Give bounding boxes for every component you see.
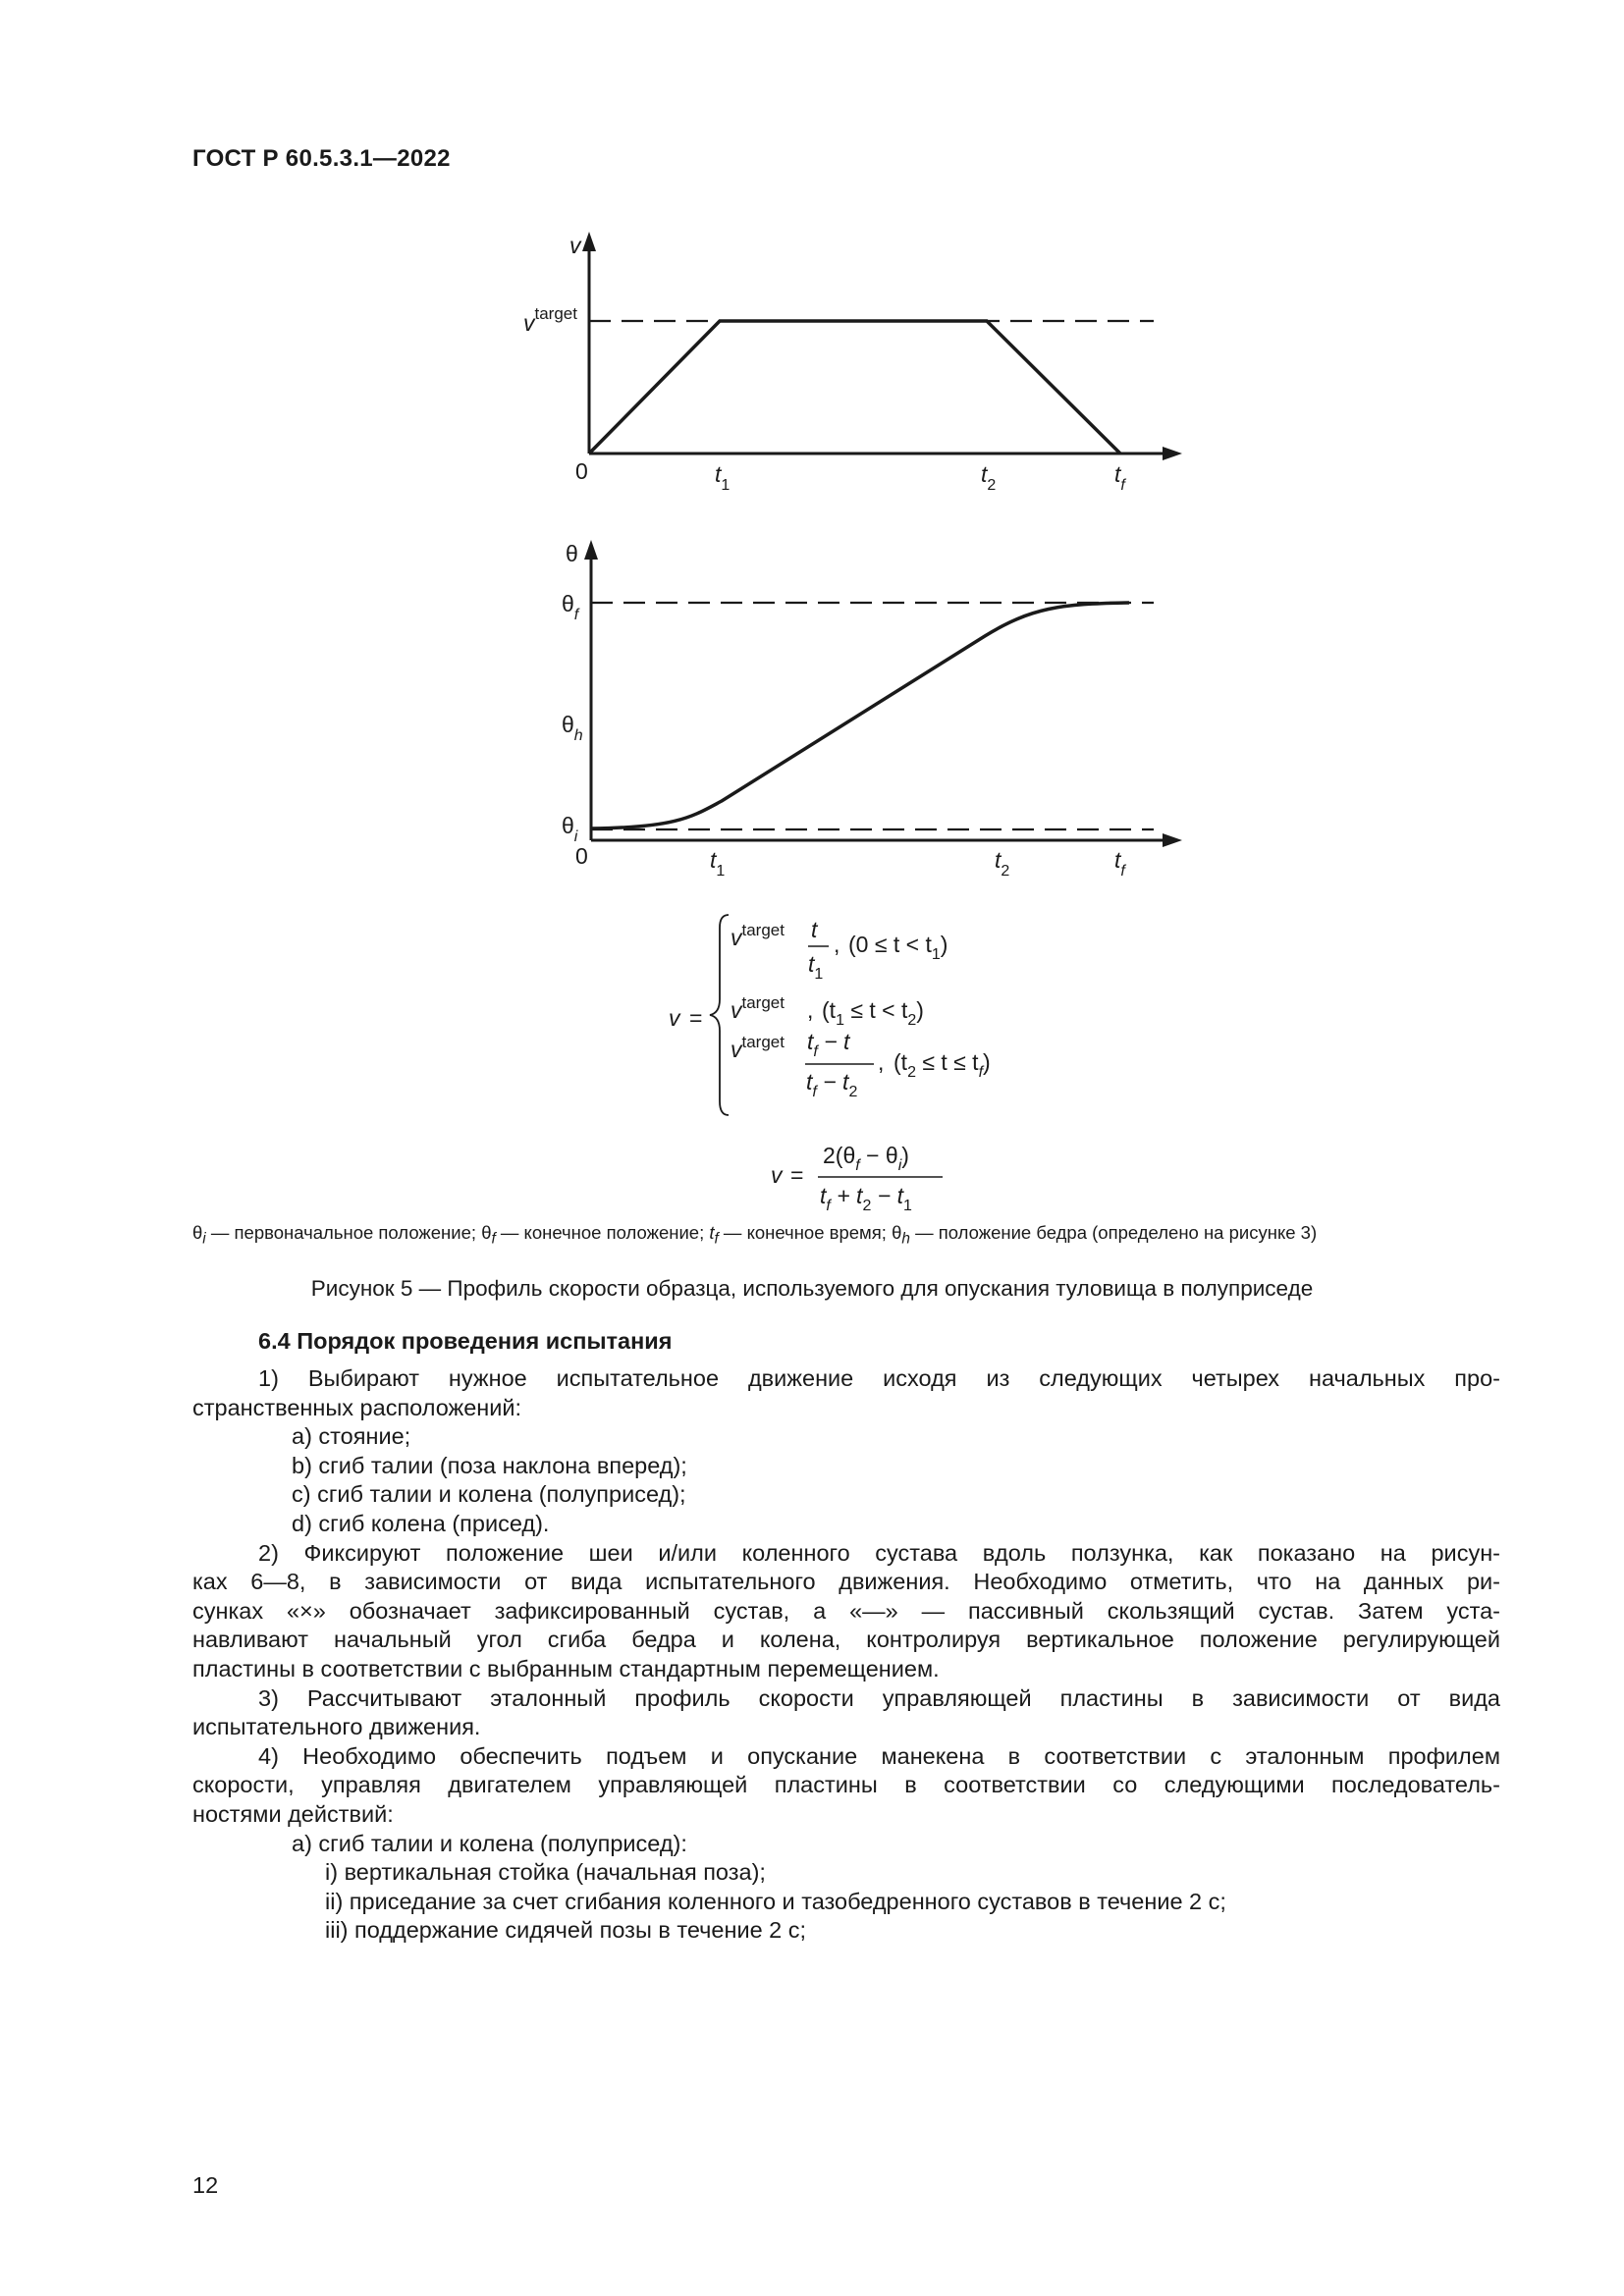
case1-v: $v^{target}$ [731, 921, 785, 950]
v-origin-label: 0 [575, 458, 588, 484]
text-line: пластины в соответствии с выбранным стандартным перемещением. [192, 1655, 940, 1682]
v-target-label: $v^{target}$ [523, 304, 577, 336]
v-tick-t2: $t_2$ [981, 461, 997, 494]
section-body [192, 1364, 1500, 1946]
text-line: ностями действий: [192, 1800, 394, 1827]
paragraph-3 [192, 1684, 1500, 1742]
paragraph-2 [192, 1539, 1500, 1684]
piecewise-velocity-formula [669, 915, 991, 1115]
case2-v: $v^{target}$ [731, 993, 785, 1023]
formula2-den: $t_f + t_2 - t_1$ [820, 1183, 912, 1214]
formula-equals: = [689, 1005, 703, 1031]
text-line: 3) Рассчитывают эталонный профиль скорости управляющей пластины в зависимости от вида [258, 1684, 1500, 1711]
case1-condition: $(0 \le t < t_1)$ [848, 932, 948, 963]
theta-f-label: $\theta_f$ [562, 591, 579, 623]
document-header: ГОСТ Р 60.5.3.1—2022 [192, 145, 451, 172]
case1-den: $t_1$ [808, 951, 824, 983]
theta-origin-label: 0 [575, 843, 588, 869]
case3-v: $v^{target}$ [731, 1033, 785, 1062]
text-line: ках 6—8, в зависимости от вида испытательного движения. Необходимо отметить, что на данных ри- [192, 1569, 1500, 1595]
figure-legend: $\theta_i$ — первоначальное положение; $\theta_f$ — конечное положение; $t_f$ — конечное время; $\theta_h$ — положение бедра (определено на рисунке 3) [192, 1222, 1318, 1248]
paragraph-1 [192, 1364, 1500, 1422]
case2-comma: , [807, 997, 814, 1023]
text-line: 1) Выбирают нужное испытательное движение исходя из следующих четырех начальных про- [258, 1365, 1500, 1391]
case1-num: t [811, 917, 818, 942]
text-line: навливают начальный угол сгиба бедра и колена, контролируя вертикальное положение регулирующей [192, 1627, 1500, 1653]
v-velocity-profile [589, 321, 1120, 454]
case3-den: $t_f - t_2$ [806, 1069, 858, 1100]
list-item: c) сгиб талии и колена (полуприсед); [292, 1481, 686, 1508]
v-x-arrow [1163, 447, 1182, 460]
v-y-arrow [582, 232, 596, 251]
v-tick-t1: $t_1$ [715, 461, 731, 494]
sub-list-item: ii) приседание за счет сгибания коленного и тазобедренного суставов в течение 2 с; [325, 1888, 1226, 1914]
page-number: 12 [192, 2172, 219, 2198]
text-line: 2) Фиксируют положение шеи и/или коленного сустава вдоль ползунка, как показано на рисун- [258, 1539, 1500, 1566]
list-item: d) сгиб колена (присед). [292, 1510, 550, 1536]
v-axis-label: v [569, 233, 581, 258]
paragraph-4 [192, 1742, 1500, 1830]
formula2-lhs-v: v [771, 1162, 783, 1188]
formula2-num: $2(\theta_f - \theta_i)$ [823, 1143, 909, 1174]
figure-caption: Рисунок 5 — Профиль скорости образца, используемого для опускания туловища в полуприседе [310, 1276, 1314, 1301]
theta-tick-t2: $t_2$ [995, 847, 1010, 880]
case1-comma: , [834, 932, 840, 957]
formula-lhs-v: v [669, 1005, 680, 1031]
case3-num: $t_f - t$ [807, 1029, 850, 1060]
formula-brace [710, 915, 729, 1115]
velocity-angle-formula [771, 1143, 943, 1214]
case3-comma: , [878, 1049, 885, 1075]
theta-tick-tf: $t_f$ [1114, 847, 1125, 880]
theta-h-label: $\theta_h$ [562, 712, 583, 744]
section-title: 6.4 Порядок проведения испытания [258, 1328, 673, 1354]
sub-list-item: i) вертикальная стойка (начальная поза); [325, 1859, 766, 1886]
theta-axis-label: θ [566, 541, 578, 566]
list-item: a) сгиб талии и колена (полуприсед): [292, 1830, 687, 1856]
formula2-equals: = [790, 1162, 804, 1188]
text-line: сунках «×» обозначает зафиксированный сустав, а «—» — пассивный скользящий сустав. Затем уста- [192, 1597, 1500, 1624]
v-tick-tf: $t_f$ [1114, 461, 1125, 494]
sub-list-item: iii) поддержание сидячей позы в течение 2 с; [325, 1917, 807, 1944]
text-line: испытательного движения. [192, 1714, 481, 1740]
theta-tick-t1: $t_1$ [710, 847, 726, 880]
list-item: a) стояние; [292, 1423, 411, 1450]
velocity-plot [523, 232, 1182, 494]
case3-condition: $(t_2 \le t \le t_f)$ [893, 1049, 991, 1081]
theta-x-arrow [1163, 833, 1182, 847]
text-line: 4) Необходимо обеспечить подъем и опускание манекена в соответствии с эталонным профилем [258, 1742, 1500, 1769]
theta-y-arrow [584, 540, 598, 560]
list-item: b) сгиб талии (поза наклона вперед); [292, 1452, 687, 1478]
theta-angle-profile [591, 603, 1129, 828]
text-line: странственных расположений: [192, 1394, 522, 1420]
text-line: скорости, управляя двигателем управляющей пластины в соответствии со следующими последователь- [192, 1772, 1500, 1798]
case2-condition: $(t_1 \le t < t_2)$ [822, 997, 924, 1029]
theta-i-label: $\theta_i$ [562, 813, 578, 845]
angle-plot [562, 540, 1182, 880]
